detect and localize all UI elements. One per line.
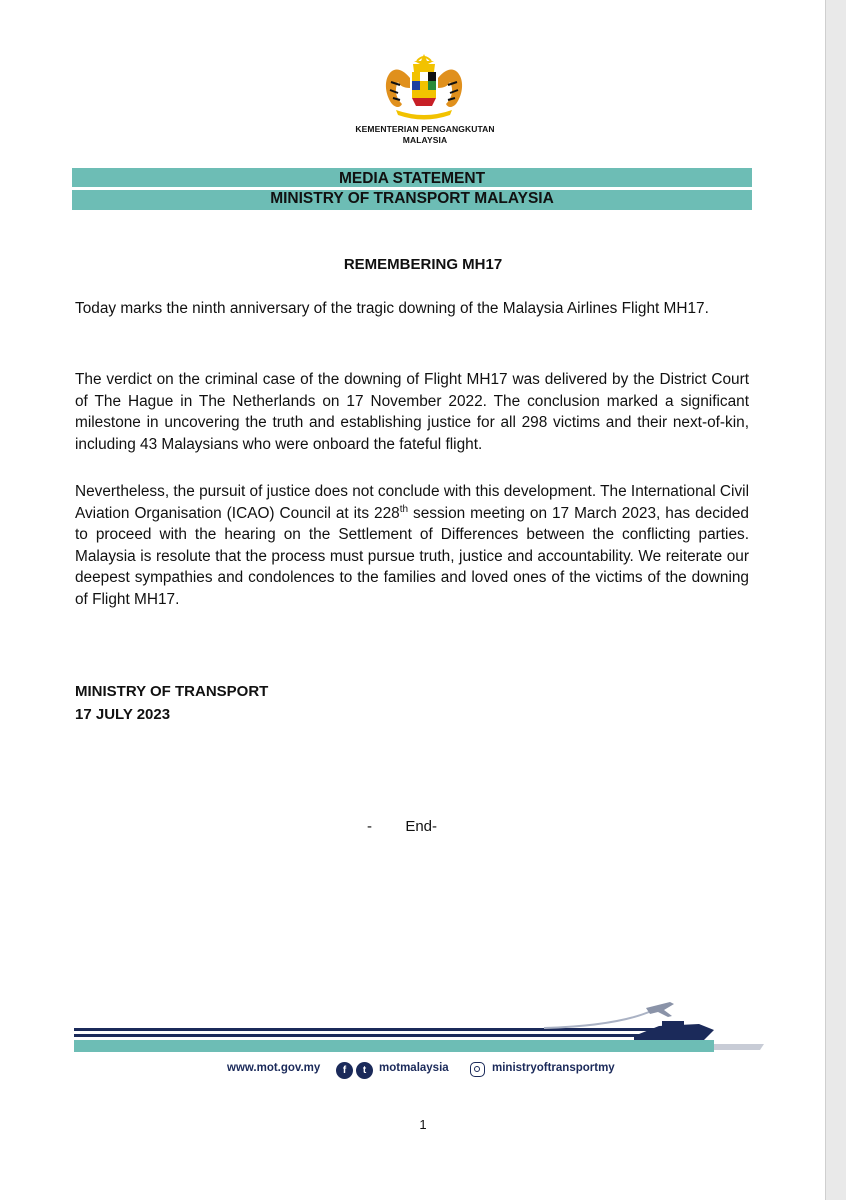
end-marker: - End- xyxy=(367,818,438,835)
transport-footer-illustration xyxy=(74,998,764,1058)
facebook-icon[interactable]: f xyxy=(336,1062,353,1079)
paragraph-3-text-start: Nevertheless, the pursuit of justice does not conclude with this development. The International Civil Aviation Organisation (ICAO) Council at its 228 xyxy=(75,483,749,522)
signature-organization: MINISTRY OF TRANSPORT xyxy=(75,683,269,700)
ministry-name-line2: MALAYSIA xyxy=(402,135,448,145)
banner-subheading: MINISTRY OF TRANSPORT MALAYSIA xyxy=(270,190,554,207)
website-link[interactable]: www.mot.gov.my xyxy=(227,1062,321,1074)
social-handle[interactable]: motmalaysia xyxy=(379,1062,449,1074)
paragraph-3-text-end: session meeting on 17 March 2023, has decided to proceed with the hearing on the Settlement of Differences between the conflicting parties. Malaysia is resolute that the process must pursue truth, justice and accountability. We reiterate our deepest sympathies and condolences to the families and loved ones of the victims of the downing of Flight MH17. xyxy=(75,504,749,608)
statement-paragraph-1: Today marks the ninth anniversary of the tragic downing of the Malaysia Airlines Flight MH17. xyxy=(75,300,709,317)
statement-paragraph-2: The verdict on the criminal case of the downing of Flight MH17 was delivered by the District Court of The Hague in The Netherlands on 17 November 2022. The conclusion marked a significant milestone in uncovering the truth and establishing justice for all 298 victims and their next-of-kin, including 43 Malaysians who were onboard the fateful flight. xyxy=(75,371,749,453)
statement-title: REMEMBERING MH17 xyxy=(343,256,503,273)
malaysia-coat-of-arms-icon xyxy=(376,52,472,124)
footer-contact-bar xyxy=(0,1062,846,1082)
ministry-name-line1: KEMENTERIAN PENGANGKUTAN xyxy=(355,124,495,134)
twitter-icon[interactable]: t xyxy=(356,1062,373,1079)
ordinal-suffix: th xyxy=(399,503,409,515)
instagram-handle[interactable]: ministryoftransportmy xyxy=(492,1062,615,1074)
instagram-icon[interactable] xyxy=(470,1062,485,1077)
banner-heading: MEDIA STATEMENT xyxy=(338,170,486,187)
media-statement-banner xyxy=(72,168,752,210)
signature-date: 17 JULY 2023 xyxy=(75,706,171,723)
page-number: 1 xyxy=(419,1117,427,1132)
statement-paragraph-3 xyxy=(75,481,749,610)
